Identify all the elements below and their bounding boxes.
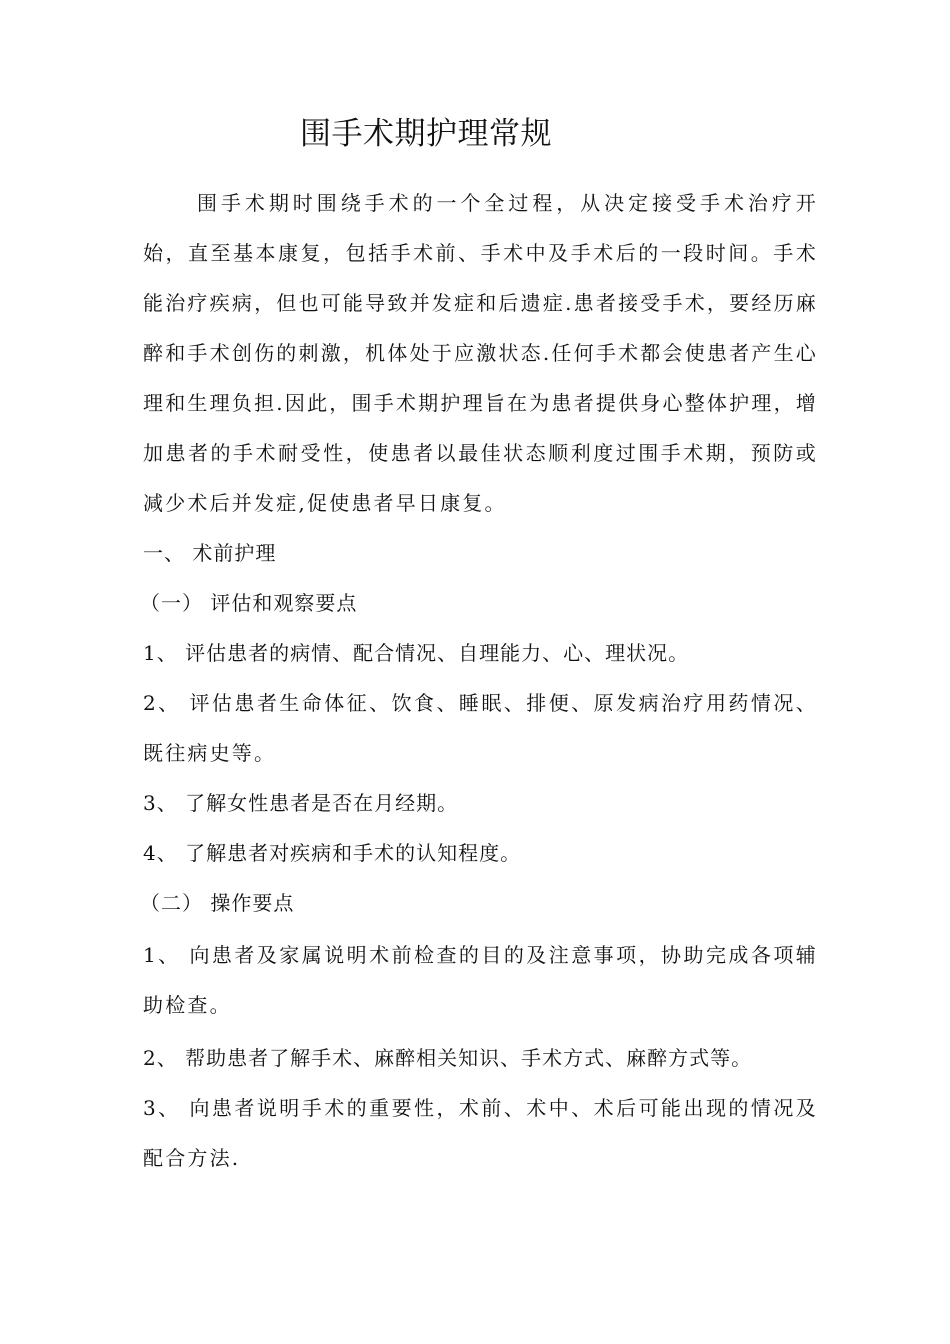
operation-item-1: 1、 向患者及家属说明术前检查的目的及注意事项，协助完成各项辅助检查。 <box>143 943 818 1017</box>
section-heading-preop: 一、 术前护理 <box>143 541 277 565</box>
operation-item-2: 2、 帮助患者了解手术、麻醉相关知识、手术方式、麻醉方式等。 <box>143 1046 753 1070</box>
intro-paragraph: 围手术期时围绕手术的一个全过程，从决定接受手术治疗开始，直至基本康复，包括手术前、手术中及手术后的一段时间。手术能治疗疾病，但也可能导致并发症和后遗症.患者接受手术，要经历麻醉和手术创伤的刺激，机体处于应激状态.任何手术都会使患者产生心理和生理负担.因此，围手术期护理旨在为患者提供身心整体护理，增加患者的手术耐受性，使患者以最佳状态顺利度过围手术期，预防或减少术后并发症,促使患者早日康复。 <box>143 191 818 515</box>
assess-item-4: 4、 了解患者对疾病和手术的认知程度。 <box>143 841 522 865</box>
assess-item-3: 3、 了解女性患者是否在月经期。 <box>143 791 459 815</box>
assess-item-1: 1、 评估患者的病情、配合情况、自理能力、心、理状况。 <box>143 641 690 665</box>
subsection-heading-assessment: （一） 评估和观察要点 <box>140 591 358 615</box>
document-title: 围手术期护理常规 <box>300 116 552 152</box>
assess-item-2: 2、 评估患者生命体征、饮食、睡眠、排便、原发病治疗用药情况、既往病史等。 <box>143 691 818 765</box>
subsection-heading-operation: （二） 操作要点 <box>140 891 295 915</box>
operation-item-3: 3、 向患者说明手术的重要性，术前、术中、术后可能出现的情况及配合方法. <box>143 1096 818 1170</box>
